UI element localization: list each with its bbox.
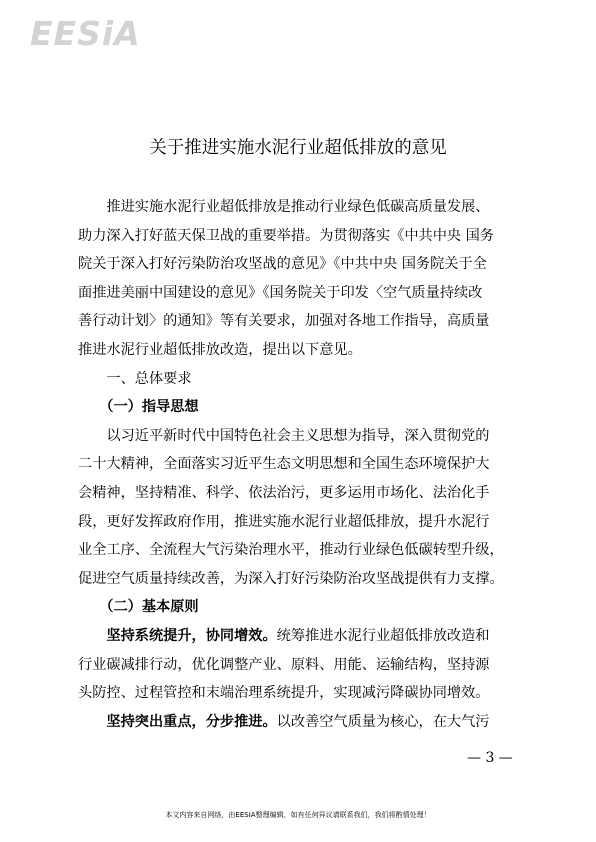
principle-line [78, 708, 530, 737]
document-title: 关于推进实施水泥行业超低排放的意见 [149, 138, 447, 158]
paragraph-line: 善行动计划〉的通知》等有关要求，加强对各地工作指导，高质量 [78, 313, 490, 330]
body-text [78, 193, 530, 736]
paragraph-line: 院关于深入打好污染防治攻坚战的意见》《中共中央 国务院关于全 [78, 256, 487, 273]
paragraph-line: 以习近平新时代中国特色社会主义思想为指导，深入贯彻党的 [78, 427, 490, 444]
subsection-heading: （二）基本原则 [78, 599, 199, 616]
subsection-heading: （一）指导思想 [78, 399, 199, 416]
paragraph-line: 业全工序、全流程大气污染治理水平，推动行业绿色低碳转型升级， [78, 542, 504, 559]
paragraph-line: 头防控、过程管控和末端治理系统提升，实现减污降碳协同增效。 [78, 685, 490, 702]
footer-note: 本文内容来自网络，由EESIA整理编辑，如有任何异议请联系我们，我们将酌情处理！ [165, 811, 431, 819]
paragraph-line: 推进实施水泥行业超低排放是推动行业绿色低碳高质量发展、 [78, 199, 490, 215]
principle-lead: 坚持突出重点，分步推进。 [78, 713, 277, 730]
paragraph-line: 段，更好发挥政府作用，推进实施水泥行业超低排放，提升水泥行 [78, 513, 490, 530]
principle-line [78, 622, 530, 651]
section-heading: 一、总体要求 [78, 370, 192, 387]
paragraph-line: 行业碳减排行动，优化调整产业、原料、用能、运输结构，坚持源 [78, 656, 490, 673]
paragraph-line: 促进空气质量持续改善，为深入打好污染防治攻坚战提供有力支撑。 [78, 570, 504, 587]
principle-text: 以改善空气质量为核心，在大气污 [276, 713, 490, 730]
paragraph-line: 推进水泥行业超低排放改造，提出以下意见。 [78, 341, 362, 358]
paragraph-line: 二十大精神，全面落实习近平生态文明思想和全国生态环境保护大 [78, 456, 490, 473]
brand-logo: EESiA [30, 14, 141, 53]
principle-lead: 坚持系统提升，协同增效。 [78, 627, 277, 644]
paragraph-line: 面推进美丽中国建设的意见》《国务院关于印发〈空气质量持续改 [78, 284, 483, 301]
paragraph-line: 会精神，坚持精准、科学、依法治污，更多运用市场化、法治化手 [78, 484, 490, 501]
page-number: — 3 — [467, 750, 513, 766]
paragraph-line: 助力深入打好蓝天保卫战的重要举措。为贯彻落实《中共中央 国务 [78, 227, 494, 244]
principle-text: 统筹推进水泥行业超低排放改造和 [276, 627, 490, 644]
